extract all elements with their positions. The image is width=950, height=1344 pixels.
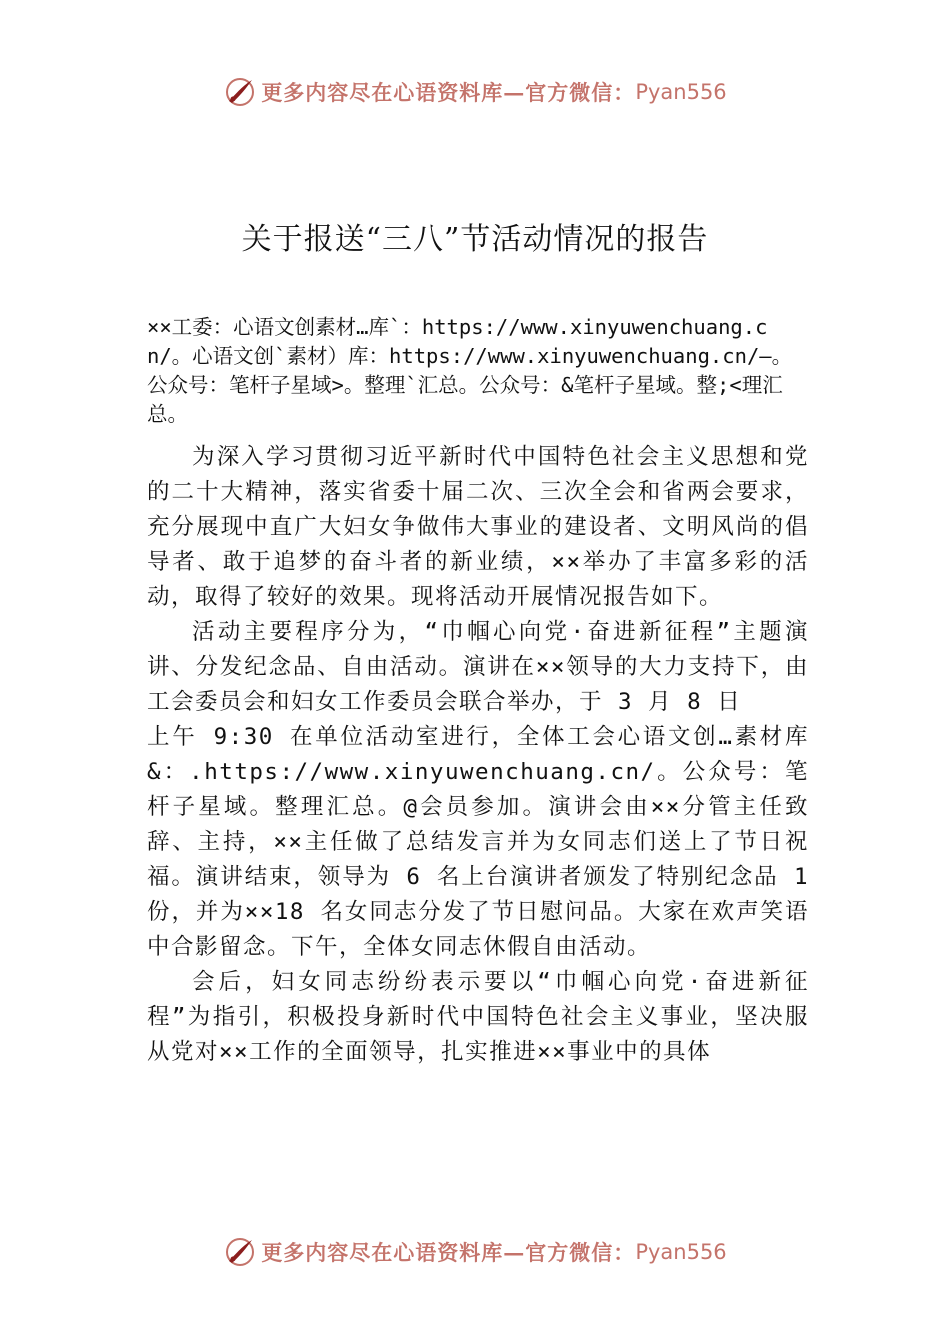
footer-banner-text: 更多内容尽在心语资料库—官方微信： (261, 1240, 636, 1265)
addressee-line: ××工委：心语文创素材…库`：https://www.xinyuwenchuang.cn/。心语文创`素材）库：https://www.xinyuwenchuang.cn/—。公众号：笔杆子星域>。整理`汇总。公众号：&笔杆子星域。整;<理汇总。 (147, 315, 793, 426)
paragraph-4: 会后，妇女同志纷纷表示要以“巾帼心向党·奋进新征程”为指引，积极投身新时代中国特色社会主义事业，坚决服从党对××工作的全面领导，扎实推进××事业中的具体 (147, 969, 809, 1065)
banner-wechat-id: Pyan556 (635, 80, 727, 104)
brush-logo-icon (223, 75, 257, 109)
paragraph-3: 上午 9:30 在单位活动室进行，全体工会心语文创…素材库&：.https://www.xinyuwenchuang.cn/。公众号：笔杆子星域。整理汇总。@会员参加。演讲会由××分管主任致辞、主持，××主任做了总结发言并为女同志们送上了节日祝福。演讲结束，领导为 6 名上台演讲者颁发了特别纪念品 1 份，并为××18 名女同志分发了节日慰问品。大家在欢声笑语中合影留念。下午，全体女同志休假自由活动。 (147, 724, 809, 960)
paragraph-2: 活动主要程序分为，“巾帼心向党·奋进新征程”主题演讲、分发纪念品、自由活动。演讲在××领导的大力支持下，由工会委员会和妇女工作委员会联合举办，于 3 月 8 日 (147, 619, 809, 715)
paragraph-1: 为深入学习贯彻习近平新时代中国特色社会主义思想和党的二十大精神，落实省委十届二次、三次全会和省两会要求，充分展现中直广大妇女争做伟大事业的建设者、文明风尚的倡导者、敢于追梦的奋斗者的新业绩，××举办了丰富多彩的活动，取得了较好的效果。现将活动开展情况报告如下。 (147, 444, 809, 610)
footer-banner-wechat-id: Pyan556 (635, 1240, 727, 1264)
brush-logo-icon (223, 1235, 257, 1269)
footer-banner (0, 1232, 950, 1272)
document-title: 关于报送“三八”节活动情况的报告 (241, 222, 709, 257)
banner-text: 更多内容尽在心语资料库—官方微信： (261, 80, 636, 105)
document-body (147, 440, 809, 1070)
header-banner (0, 72, 950, 112)
